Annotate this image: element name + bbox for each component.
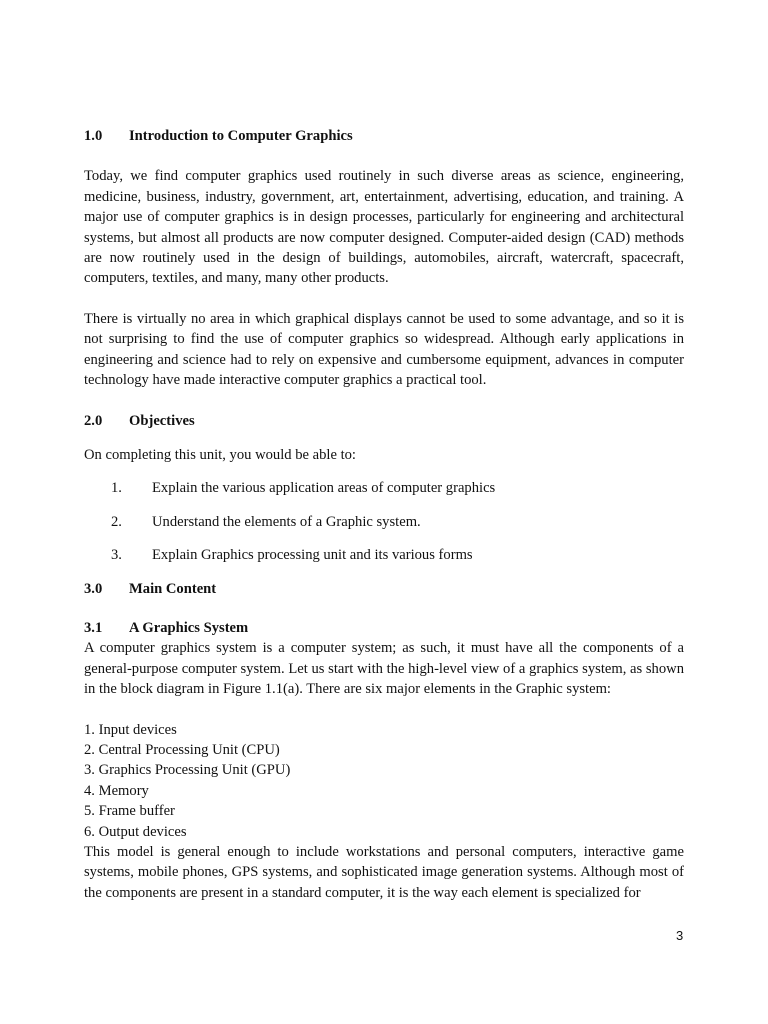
list-item: 5. Frame buffer bbox=[84, 803, 175, 820]
list-item: 6. Output devices bbox=[84, 823, 187, 840]
list-item: 3. Graphics Processing Unit (GPU) bbox=[84, 762, 291, 779]
objectives-intro: On completing this unit, you would be able to: bbox=[84, 446, 356, 463]
section-heading-objectives bbox=[84, 411, 684, 431]
list-item-number: 3. bbox=[111, 547, 122, 564]
graphics-system-paragraph-2: This model is general enough to include workstations and personal computers, interactive game systems, mobile phones, GPS systems, and sophisticated image generation systems. Although most of the components are present in a standard computer, it is the way each element is specialized for bbox=[84, 843, 684, 901]
section-number: 2.0 bbox=[84, 413, 103, 430]
list-item bbox=[84, 545, 684, 565]
list-item: 1. Input devices bbox=[84, 721, 177, 738]
objectives-list bbox=[84, 478, 684, 565]
list-item-number: 1. bbox=[111, 480, 122, 497]
list-item-text: Explain the various application areas of computer graphics bbox=[152, 480, 496, 497]
intro-paragraph-2: There is virtually no area in which graphical displays cannot be used to some advantage, and so it is not surprising to find the use of computer graphics so widespread. Although early applications in engineering and science had to rely on expensive and cumbersome equipment, advances in computer technology have made interactive computer graphics a practical tool. bbox=[84, 310, 684, 389]
graphics-elements-list bbox=[84, 720, 684, 842]
list-item: 2. Central Processing Unit (CPU) bbox=[84, 741, 280, 758]
graphics-system-paragraph-1: A computer graphics system is a computer system; as such, it must have all the components of a general-purpose computer system. Let us start with the high-level view of a graphics system, as shown in the block diagram in Figure 1.1(a). There are six major elements in the Graphic system: bbox=[84, 640, 684, 698]
list-item bbox=[84, 512, 684, 532]
list-item-text: Explain Graphics processing unit and its various forms bbox=[152, 547, 473, 564]
page-content bbox=[84, 126, 684, 903]
list-item: 4. Memory bbox=[84, 782, 149, 799]
section-title: Introduction to Computer Graphics bbox=[129, 128, 353, 144]
section-title: Main Content bbox=[129, 580, 217, 597]
section-heading-graphics-system bbox=[84, 618, 684, 638]
list-item bbox=[84, 478, 684, 498]
section-title: A Graphics System bbox=[129, 619, 249, 636]
section-number: 3.1 bbox=[84, 619, 103, 636]
list-item-number: 2. bbox=[111, 513, 122, 530]
section-heading-main-content bbox=[84, 579, 684, 599]
section-heading-intro bbox=[84, 126, 684, 146]
list-item-text: Understand the elements of a Graphic system. bbox=[152, 513, 421, 530]
page-number: 3 bbox=[676, 928, 684, 943]
intro-paragraph-1: Today, we find computer graphics used routinely in such diverse areas as science, engineering, medicine, business, industry, government, art, entertainment, advertising, education, and training. A major use of computer graphics is in design processes, particularly for engineering and architectural systems, but almost all products are now computer designed. Computer-aided design (CAD) methods are now routinely used in the design of buildings, automobiles, aircraft, watercraft, spacecraft, computers, textiles, and many, many other products. bbox=[84, 168, 684, 287]
section-number: 1.0 bbox=[84, 128, 103, 144]
section-title: Objectives bbox=[129, 413, 195, 430]
section-number: 3.0 bbox=[84, 580, 103, 597]
